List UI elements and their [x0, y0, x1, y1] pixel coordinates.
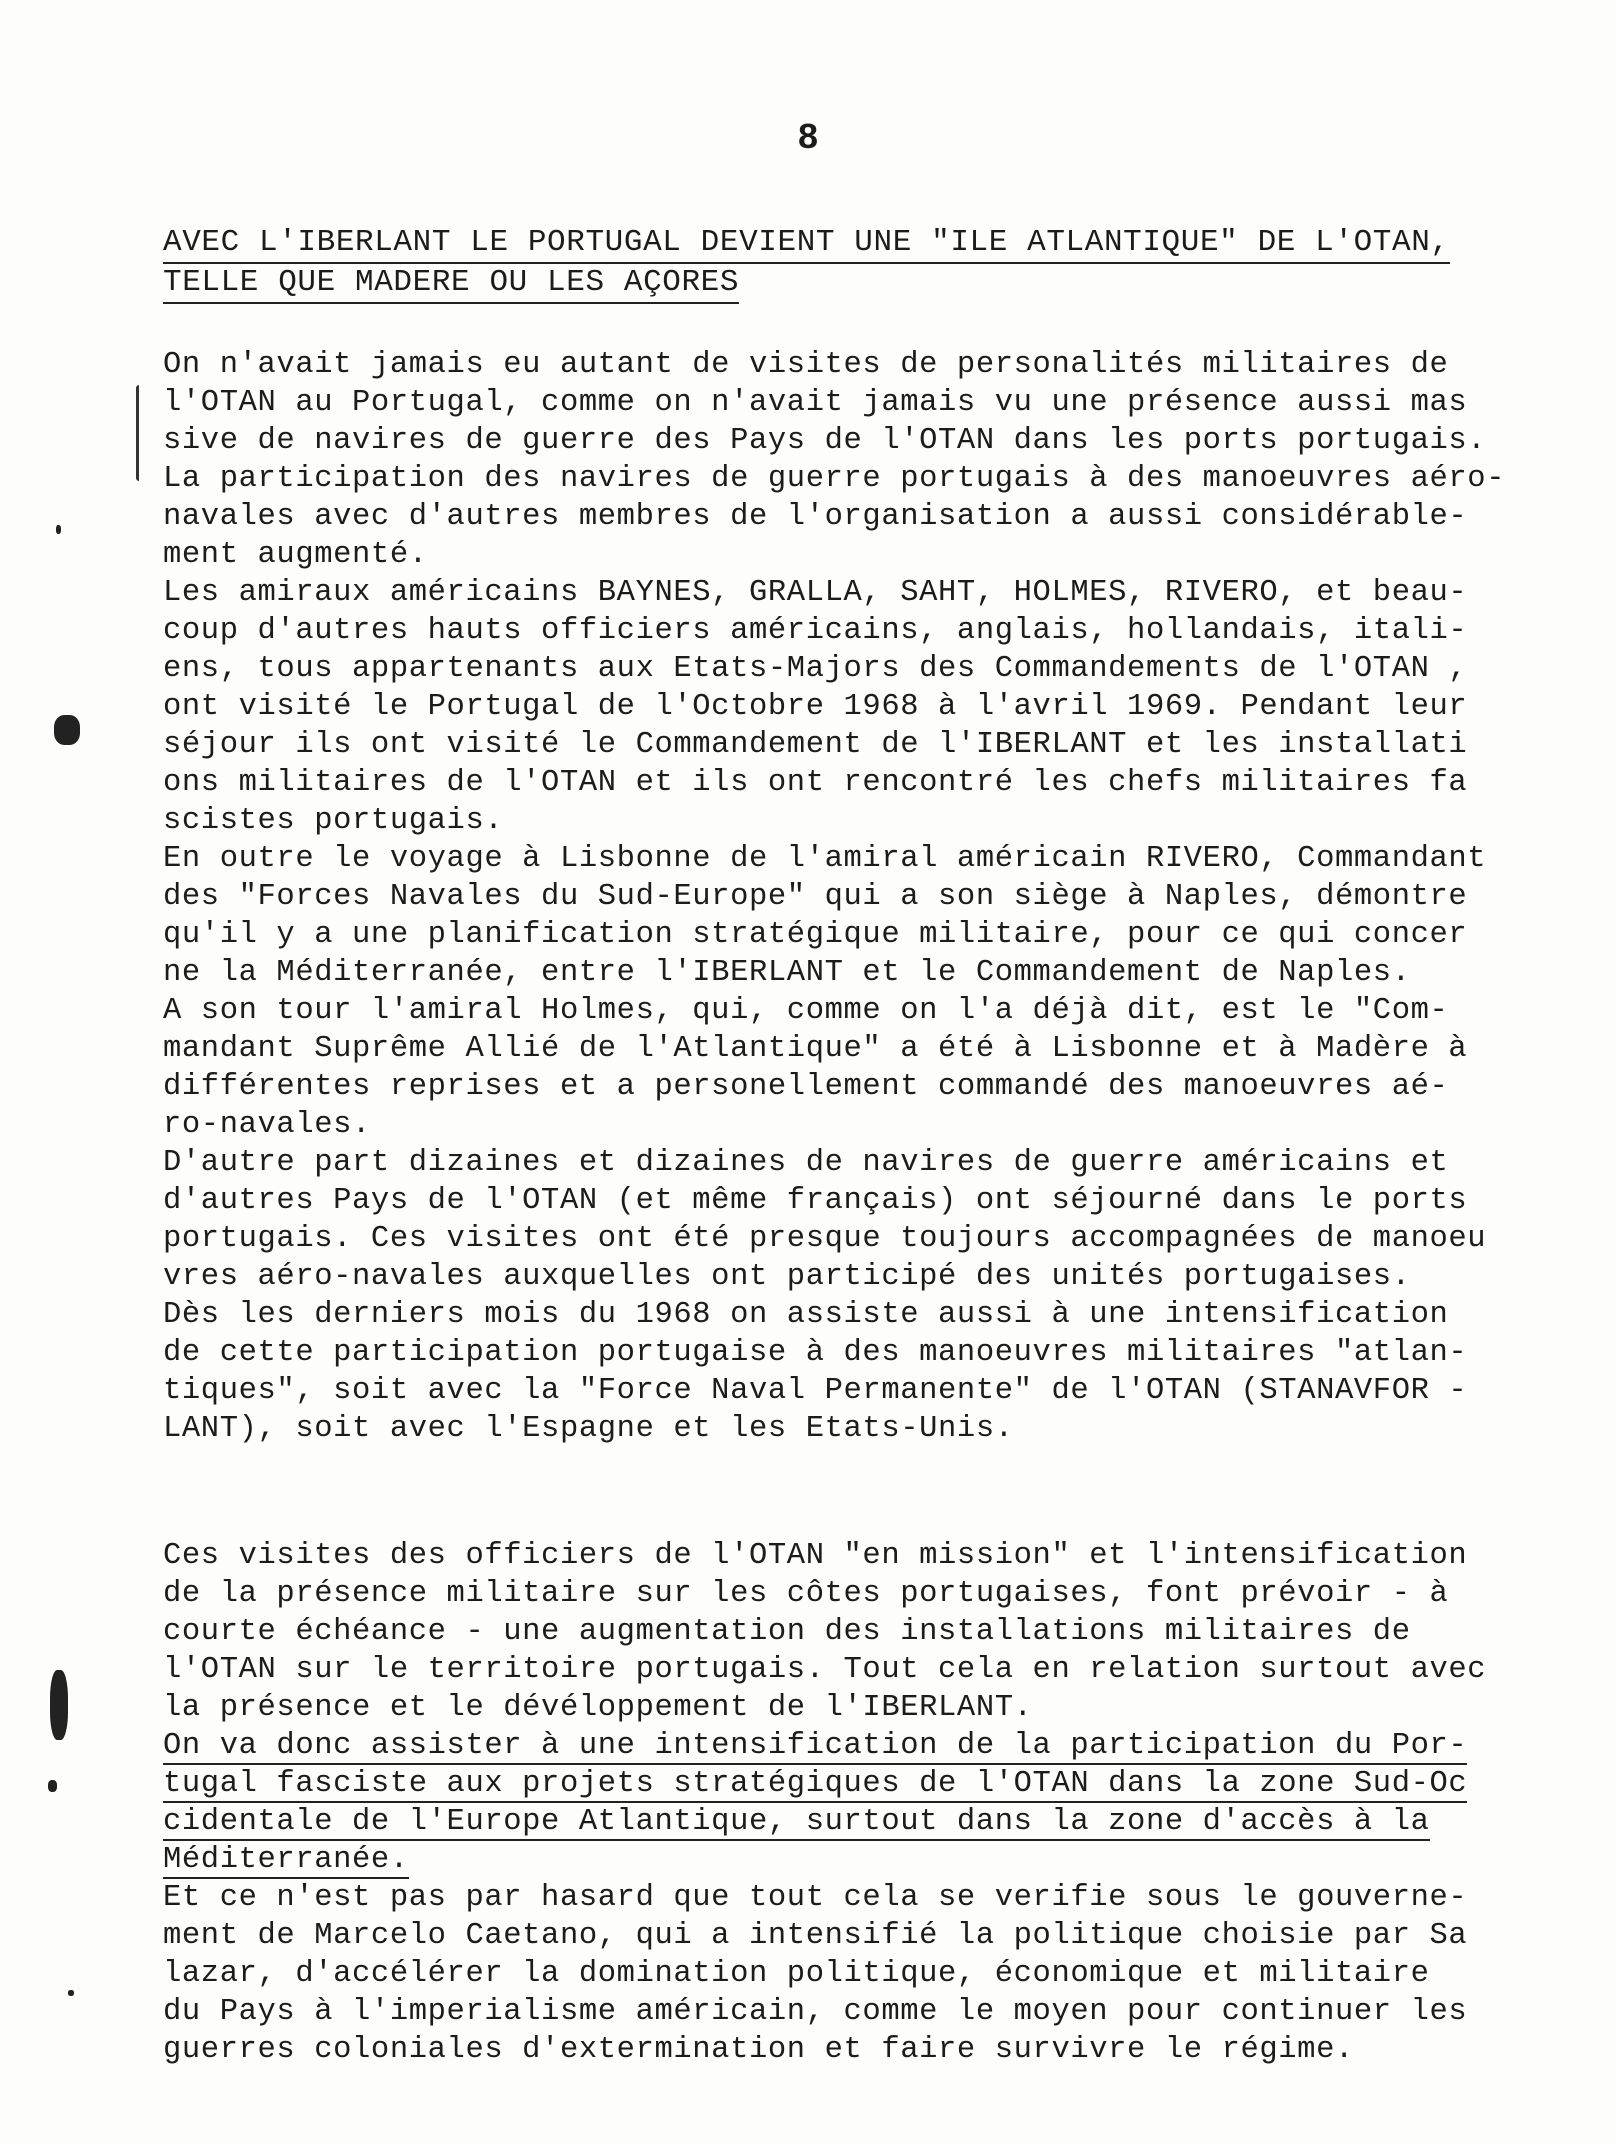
text-line-content: coup d'autres hauts officiers américains, anglais, hollandais, itali-: [163, 614, 1468, 648]
text-line-content: séjour ils ont visité le Commandement de l'IBERLANT et les installati: [163, 728, 1468, 762]
text-line-content: courte échéance - une augmentation des installations militaires de: [163, 1615, 1411, 1649]
text-line: [163, 498, 1563, 536]
text-line-content: mandant Suprême Allié de l'Atlantique" a été à Lisbonne et à Madère à: [163, 1032, 1468, 1066]
text-line-content: ne la Méditerranée, entre l'IBERLANT et le Commandement de Naples.: [163, 956, 1411, 990]
document-title: [163, 224, 1493, 304]
text-line: [163, 1334, 1563, 1372]
text-line: [163, 1765, 1563, 1803]
text-line: [163, 1106, 1563, 1144]
ink-mark: [56, 525, 61, 534]
title-line: AVEC L'IBERLANT LE PORTUGAL DEVIENT UNE "ILE ATLANTIQUE" DE L'OTAN,: [163, 224, 1450, 264]
text-line-content: Dès les derniers mois du 1968 on assiste aussi à une intensification: [163, 1298, 1449, 1332]
text-line: [163, 460, 1563, 498]
text-line: [163, 878, 1563, 916]
text-line-content: d'autres Pays de l'OTAN (et même français) ont séjourné dans le ports: [163, 1184, 1468, 1218]
text-line-content: Méditerranée.: [163, 1843, 409, 1877]
text-line-content: des "Forces Navales du Sud-Europe" qui a son siège à Naples, démontre: [163, 880, 1468, 914]
text-line-content: de la présence militaire sur les côtes portugaises, font prévoir - à: [163, 1577, 1449, 1611]
text-line: [163, 1917, 1563, 1955]
text-line-content: ro-navales.: [163, 1108, 371, 1142]
text-line: [163, 1410, 1563, 1448]
text-line-content: qu'il y a une planification stratégique militaire, pour ce qui concer: [163, 918, 1468, 952]
text-line-content: l'OTAN au Portugal, comme on n'avait jamais vu une présence aussi mas: [163, 386, 1468, 420]
text-line-content: de cette participation portugaise à des manoeuvres militaires "atlan-: [163, 1336, 1468, 1370]
text-line-content: l'OTAN sur le territoire portugais. Tout cela en relation surtout avec: [163, 1653, 1487, 1687]
text-line: [163, 612, 1563, 650]
ink-mark: [50, 1670, 68, 1740]
text-line-content: sive de navires de guerre des Pays de l'OTAN dans les ports portugais.: [163, 424, 1487, 458]
text-line: [163, 2031, 1563, 2069]
text-line: [163, 384, 1563, 422]
text-line-content: ont visité le Portugal de l'Octobre 1968 à l'avril 1969. Pendant leur: [163, 690, 1468, 724]
text-line-content: D'autre part dizaines et dizaines de navires de guerre américains et: [163, 1146, 1449, 1180]
margin-bracket: [136, 385, 145, 481]
text-line-content: cidentale de l'Europe Atlantique, surtout dans la zone d'accès à la: [163, 1805, 1430, 1839]
text-line: [163, 1993, 1563, 2031]
text-line: [163, 1689, 1563, 1727]
text-line-content: Ces visites des officiers de l'OTAN "en mission" et l'intensification: [163, 1539, 1468, 1573]
text-line: [163, 764, 1563, 802]
text-line: [163, 916, 1563, 954]
paragraph-1: [163, 346, 1563, 1448]
text-line-content: lazar, d'accélérer la domination politique, économique et militaire: [163, 1957, 1430, 1991]
text-line: [163, 1372, 1563, 1410]
ink-mark: [68, 1990, 74, 1996]
text-line: [163, 422, 1563, 460]
text-line-content: Et ce n'est pas par hasard que tout cela se verifie sous le gouverne-: [163, 1881, 1468, 1915]
text-line-content: du Pays à l'imperialisme américain, comme le moyen pour continuer les: [163, 1995, 1468, 2029]
text-line-content: ens, tous appartenants aux Etats-Majors des Commandements de l'OTAN ,: [163, 652, 1468, 686]
text-line: [163, 1068, 1563, 1106]
text-line-content: La participation des navires de guerre portugais à des manoeuvres aéro-: [163, 462, 1506, 496]
page-number: 8: [797, 118, 819, 159]
text-line: [163, 574, 1563, 612]
text-line-content: On n'avait jamais eu autant de visites de personalités militaires de: [163, 348, 1449, 382]
text-line: [163, 536, 1563, 574]
text-line-content: ment augmenté.: [163, 538, 428, 572]
ink-mark: [54, 715, 80, 745]
text-line: [163, 346, 1563, 384]
text-line: [163, 992, 1563, 1030]
text-line: [163, 1258, 1563, 1296]
text-line: [163, 954, 1563, 992]
text-line-content: tiques", soit avec la "Force Naval Permanente" de l'OTAN (STANAVFOR -: [163, 1374, 1468, 1408]
text-line: [163, 726, 1563, 764]
title-line: TELLE QUE MADERE OU LES AÇORES: [163, 264, 739, 304]
text-line-content: la présence et le dévéloppement de l'IBERLANT.: [163, 1691, 1033, 1725]
text-line: [163, 1537, 1563, 1575]
text-line: [163, 688, 1563, 726]
text-line: [163, 650, 1563, 688]
text-line: [163, 1841, 1563, 1879]
text-line: [163, 1182, 1563, 1220]
text-line: [163, 1220, 1563, 1258]
text-line: [163, 1030, 1563, 1068]
text-line-content: navales avec d'autres membres de l'organisation a aussi considérable-: [163, 500, 1468, 534]
text-line-content: Les amiraux américains BAYNES, GRALLA, SAHT, HOLMES, RIVERO, et beau-: [163, 576, 1468, 610]
text-line-content: En outre le voyage à Lisbonne de l'amiral américain RIVERO, Commandant: [163, 842, 1487, 876]
text-line: [163, 1613, 1563, 1651]
text-line-content: LANT), soit avec l'Espagne et les Etats-Unis.: [163, 1412, 1014, 1446]
text-line-content: On va donc assister à une intensification de la participation du Por-: [163, 1729, 1468, 1763]
text-line-content: scistes portugais.: [163, 804, 504, 838]
text-line: [163, 1296, 1563, 1334]
text-line-content: guerres coloniales d'extermination et faire survivre le régime.: [163, 2033, 1354, 2067]
text-line-content: tugal fasciste aux projets stratégiques de l'OTAN dans la zone Sud-Oc: [163, 1767, 1468, 1801]
text-line: [163, 1727, 1563, 1765]
text-line-content: ment de Marcelo Caetano, qui a intensifié la politique choisie par Sa: [163, 1919, 1468, 1953]
text-line: [163, 1575, 1563, 1613]
text-line: [163, 1803, 1563, 1841]
text-line: [163, 802, 1563, 840]
ink-mark: [48, 1780, 57, 1792]
text-line: [163, 1879, 1563, 1917]
text-line-content: vres aéro-navales auxquelles ont participé des unités portugaises.: [163, 1260, 1411, 1294]
text-line-content: différentes reprises et a personellement commandé des manoeuvres aé-: [163, 1070, 1449, 1104]
text-line: [163, 840, 1563, 878]
text-line-content: ons militaires de l'OTAN et ils ont rencontré les chefs militaires fa: [163, 766, 1468, 800]
text-line-content: A son tour l'amiral Holmes, qui, comme on l'a déjà dit, est le "Com-: [163, 994, 1449, 1028]
text-line: [163, 1955, 1563, 1993]
text-line: [163, 1144, 1563, 1182]
paragraph-2: [163, 1537, 1563, 2069]
text-line: [163, 1651, 1563, 1689]
text-line-content: portugais. Ces visites ont été presque toujours accompagnées de manoeu: [163, 1222, 1487, 1256]
